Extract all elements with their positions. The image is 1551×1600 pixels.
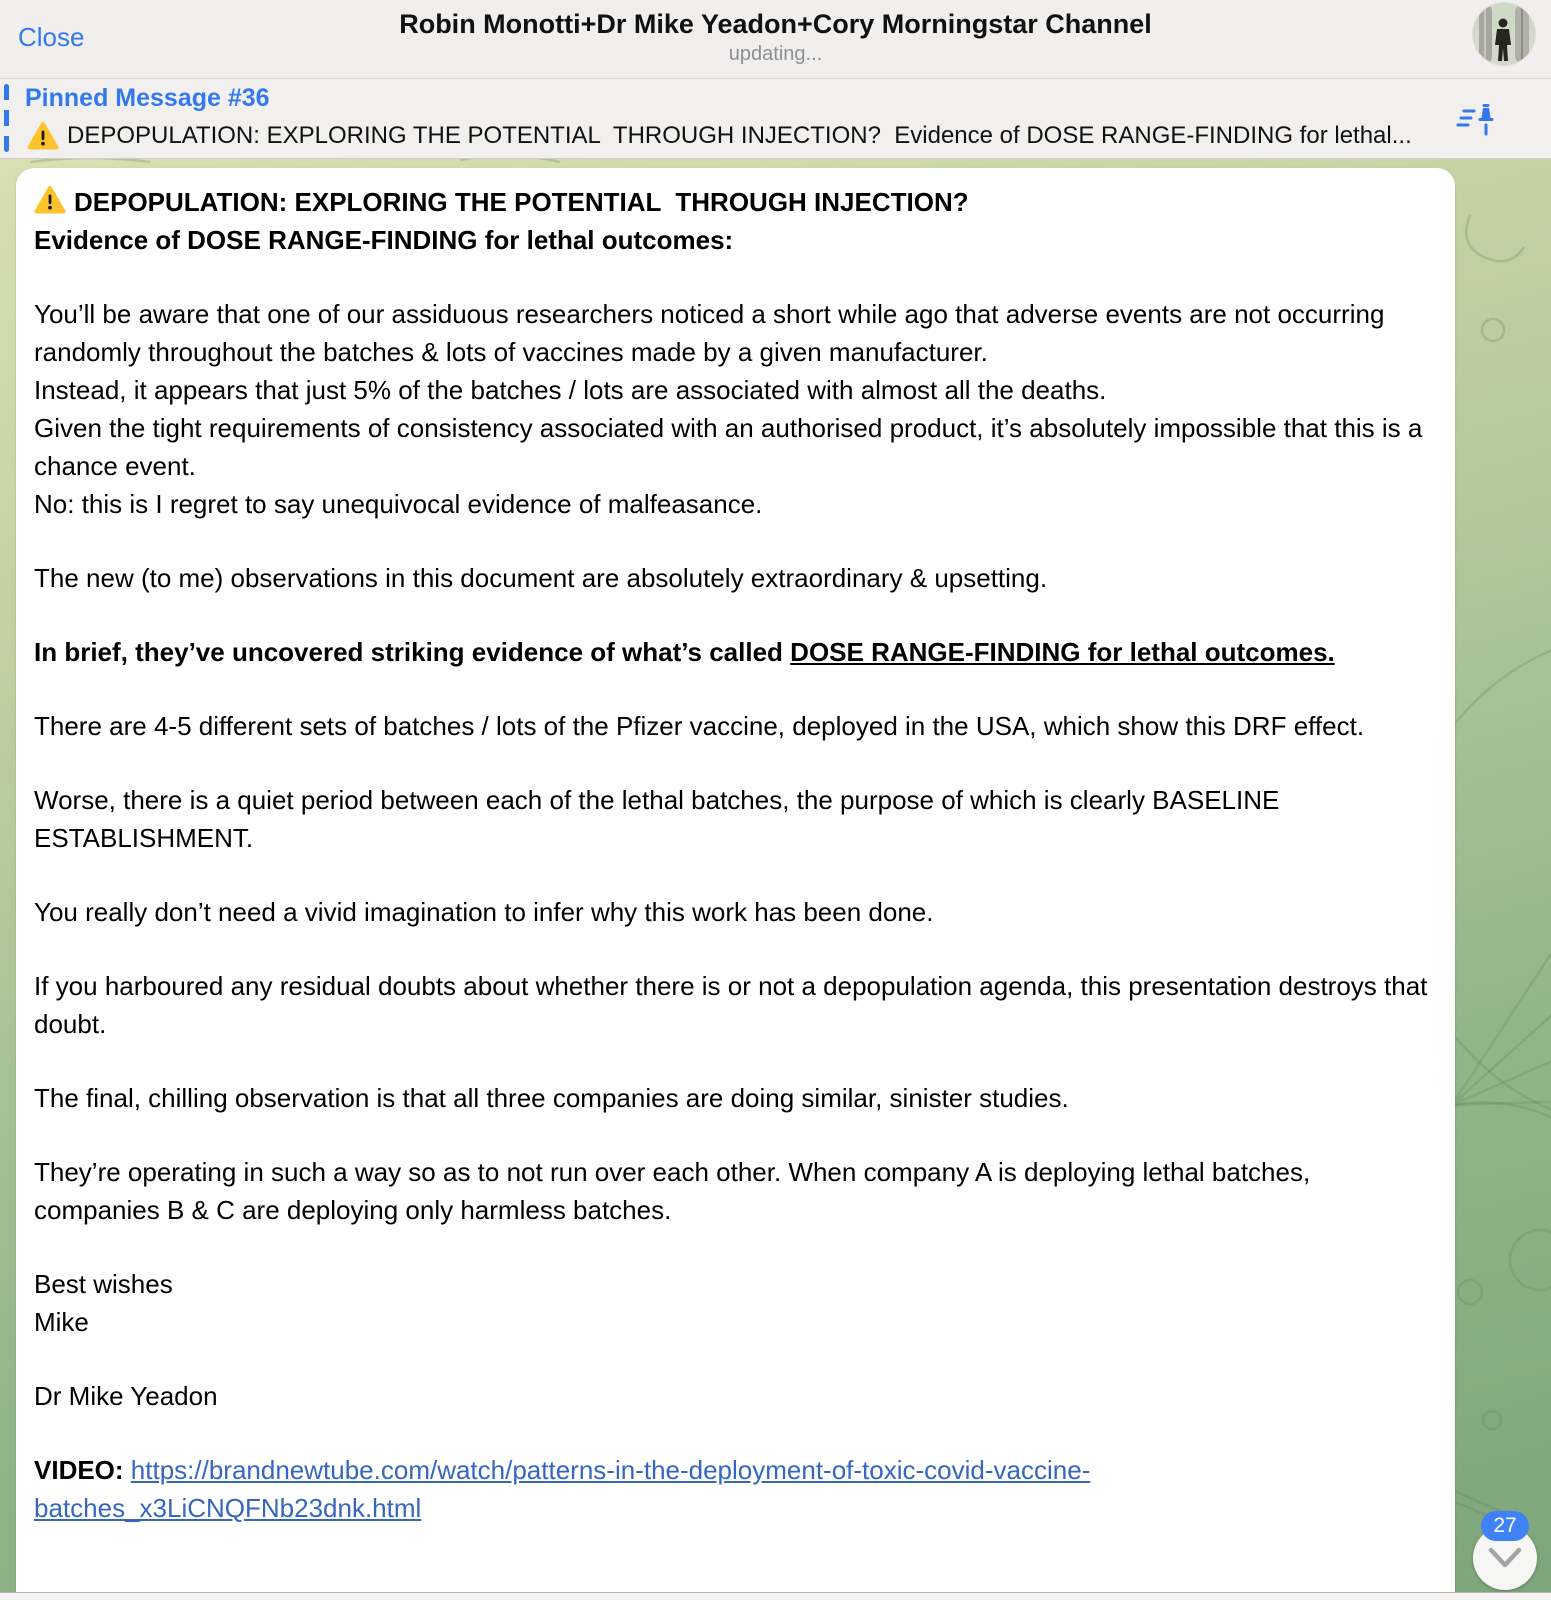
message-text: Given the tight requirements of consistency associated with an authorised product, it’s absolutely impossible that this is a chance event. [34, 413, 1430, 481]
message-line [34, 967, 1437, 1043]
message-line [34, 781, 1437, 857]
warning-triangle-icon [34, 185, 66, 215]
pinned-message-bubble [16, 168, 1455, 1600]
message-block [34, 707, 1437, 745]
message-text: DEPOPULATION: EXPLORING THE POTENTIAL THROUGH INJECTION? [74, 187, 969, 217]
message-block [34, 1079, 1437, 1117]
message-block [34, 295, 1437, 523]
message-line [34, 1303, 1437, 1341]
pinned-indicator-dashes-icon [4, 84, 9, 152]
message-text: You really don’t need a vivid imagination to infer why this work has been done. [34, 897, 934, 927]
message-block [34, 781, 1437, 857]
channel-status: updating... [728, 43, 823, 65]
message-line [34, 1265, 1437, 1303]
message-line [34, 485, 1437, 523]
message-text: DOSE RANGE-FINDING for lethal outcomes. [790, 637, 1335, 667]
composer-top-edge [0, 1592, 1551, 1600]
pinned-message-bar[interactable] [0, 79, 1551, 159]
unread-count-badge: 27 [1481, 1511, 1529, 1541]
message-text: If you harboured any residual doubts about whether there is or not a depopulation agenda, this presentation destroys that doubt. [34, 971, 1435, 1039]
message-line [34, 633, 1437, 671]
message-link[interactable]: https://brandnewtube.com/watch/patterns-in-the-deployment-of-toxic-covid-vaccine-batches_x3LiCNQFNb23dnk.html [34, 1455, 1091, 1523]
warning-triangle-icon [27, 121, 59, 151]
message-text: They’re operating in such a way so as to not run over each other. When company A is deploying lethal batches, companies B & C are deploying only harmless batches. [34, 1157, 1318, 1225]
message-line [34, 1377, 1437, 1415]
message-line [34, 1079, 1437, 1117]
pinned-message-preview [27, 119, 1427, 153]
message-block [34, 893, 1437, 931]
message-text: In brief, they’ve uncovered striking evidence of what’s called [34, 637, 791, 667]
message-block [34, 183, 1437, 259]
message-line [34, 221, 1437, 259]
message-text: Dr Mike Yeadon [34, 1381, 218, 1411]
message-text: Worse, there is a quiet period between each of the lethal batches, the purpose of which is clearly BASELINE ESTABLISHMENT. [34, 785, 1287, 853]
channel-avatar-photo [1473, 3, 1535, 65]
message-block [34, 1153, 1437, 1229]
pinned-message-label: Pinned Message #36 [25, 84, 270, 112]
message-line [34, 893, 1437, 931]
message-text: Mike [34, 1307, 89, 1337]
message-block [34, 559, 1437, 597]
message-line [34, 409, 1437, 485]
message-text: There are 4-5 different sets of batches / lots of the Pfizer vaccine, deployed in the USA, which show this DRF effect. [34, 711, 1365, 741]
message-line [34, 371, 1437, 409]
channel-avatar[interactable] [1473, 3, 1535, 65]
message-text: No: this is I regret to say unequivocal evidence of malfeasance. [34, 489, 763, 519]
message-line [34, 559, 1437, 597]
message-block [34, 1265, 1437, 1341]
channel-title: Robin Monotti+Dr Mike Yeadon+Cory Morningstar Channel [399, 9, 1152, 39]
message-block [34, 1377, 1437, 1415]
message-block [34, 1451, 1437, 1527]
message-body [34, 183, 1437, 1527]
message-line [34, 1451, 1437, 1527]
message-text: The final, chilling observation is that all three companies are doing similar, sinister studies. [34, 1083, 1069, 1113]
pinned-list-button[interactable] [1456, 99, 1496, 139]
message-block [34, 633, 1437, 671]
top-navigation-bar [0, 0, 1551, 79]
close-button[interactable]: Close [18, 22, 85, 52]
message-text: The new (to me) observations in this document are absolutely extraordinary & upsetting. [34, 563, 1048, 593]
message-text: You’ll be aware that one of our assiduous researchers noticed a short while ago that adverse events are not occurring randomly throughout the batches & lots of vaccines made by a given manufacturer. [34, 299, 1392, 367]
message-text: Instead, it appears that just 5% of the batches / lots are associated with almost all the deaths. [34, 375, 1107, 405]
pinned-list-icon [1456, 99, 1496, 139]
pinned-preview-text: DEPOPULATION: EXPLORING THE POTENTIAL THROUGH INJECTION? Evidence of DOSE RANGE-FINDING for lethal... [67, 122, 1412, 149]
message-text: VIDEO: [34, 1455, 131, 1485]
message-block [34, 967, 1437, 1043]
message-text: Best wishes [34, 1269, 173, 1299]
message-line [34, 183, 1437, 221]
message-text: Evidence of DOSE RANGE-FINDING for lethal outcomes: [34, 225, 734, 255]
chevron-down-icon [1487, 1546, 1523, 1570]
message-line [34, 1153, 1437, 1229]
message-line [34, 295, 1437, 371]
message-line [34, 707, 1437, 745]
